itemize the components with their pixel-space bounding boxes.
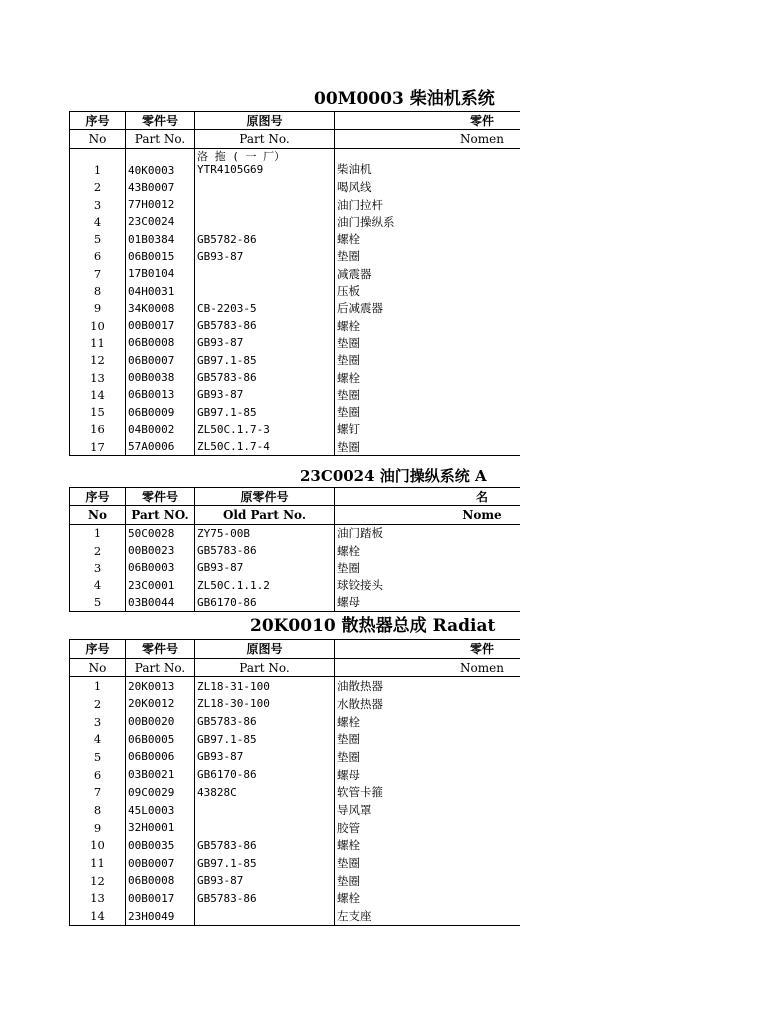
- header-name-en: Nome: [335, 506, 521, 524]
- header-orig-en: Part No.: [195, 658, 335, 677]
- row-part-no: 43B0007: [126, 179, 195, 196]
- table-row: [70, 438, 521, 456]
- row-seq: 8: [70, 282, 126, 299]
- row-name: 柴油机: [335, 148, 521, 179]
- table-row: [70, 334, 521, 351]
- section-title: 00M0003 柴油机系统: [314, 89, 495, 109]
- row-part-no: 06B0007: [126, 352, 195, 369]
- row-orig-part-no: [195, 196, 335, 213]
- row-name: 垫圈: [335, 352, 521, 369]
- row-part-no: 06B0015: [126, 248, 195, 265]
- row-orig-part-no: [195, 801, 335, 819]
- row-part-no: 06B0013: [126, 386, 195, 403]
- row-part-no: 06B0005: [126, 730, 195, 748]
- parts-table: [69, 487, 520, 612]
- row-name: 压板: [335, 282, 521, 299]
- row-seq: 7: [70, 265, 126, 282]
- row-orig-part-no: [195, 282, 335, 299]
- row-orig-part-no: GB6170-86: [195, 766, 335, 784]
- row-seq: 15: [70, 403, 126, 420]
- row-part-no: 06B0008: [126, 334, 195, 351]
- row-name: 垫圈: [335, 438, 521, 456]
- table-row: [70, 766, 521, 784]
- row-part-no: 09C0029: [126, 784, 195, 802]
- row-name: 螺栓: [335, 890, 521, 908]
- row-name: 油门踏板: [335, 524, 521, 542]
- row-part-no: 06B0006: [126, 748, 195, 766]
- table-row: [70, 369, 521, 386]
- table-row: [70, 819, 521, 837]
- table-row: [70, 317, 521, 334]
- row-part-no: 23C0024: [126, 213, 195, 230]
- row-orig-part-no: [195, 179, 335, 196]
- row-orig-part-no: [195, 265, 335, 282]
- table-row: [70, 837, 521, 855]
- header-orig: 原图号: [195, 640, 335, 659]
- row-orig-part-no: GB5783-86: [195, 837, 335, 855]
- row-name: 螺母: [335, 594, 521, 612]
- row-name: 胶管: [335, 819, 521, 837]
- row-part-no: 23C0001: [126, 576, 195, 593]
- row-name: 导风罩: [335, 801, 521, 819]
- row-part-no: 50C0028: [126, 524, 195, 542]
- header-seq: 序号: [70, 112, 126, 130]
- row-part-no: 40K0003: [126, 148, 195, 179]
- row-orig-part-no: GB93-87: [195, 248, 335, 265]
- row-part-no: 23H0049: [126, 907, 195, 925]
- row-orig-part-no: GB97.1-85: [195, 854, 335, 872]
- table-row: [70, 148, 521, 179]
- header-orig: 原零件号: [195, 488, 335, 506]
- parts-table: [69, 639, 520, 926]
- header-part-en: Part No.: [126, 658, 195, 677]
- row-seq: 11: [70, 854, 126, 872]
- table-row: [70, 248, 521, 265]
- row-orig-part-no: GB93-87: [195, 386, 335, 403]
- table-row: [70, 748, 521, 766]
- row-name: 螺母: [335, 766, 521, 784]
- row-seq: 8: [70, 801, 126, 819]
- row-name: 垫圈: [335, 334, 521, 351]
- row-name: 螺栓: [335, 317, 521, 334]
- header-name-en: Nomen: [335, 130, 521, 148]
- header-name: 名: [335, 488, 521, 506]
- row-part-no: 00B0020: [126, 713, 195, 731]
- table-row: [70, 196, 521, 213]
- table-row: [70, 230, 521, 247]
- table-row: [70, 300, 521, 317]
- table-row: [70, 677, 521, 695]
- row-orig-part-no: [195, 213, 335, 230]
- row-name: 球铰接头: [335, 576, 521, 593]
- row-orig-part-no: ZL50C.1.7-3: [195, 421, 335, 438]
- row-name: 垫圈: [335, 854, 521, 872]
- header-name: 零件: [335, 112, 521, 130]
- section-title: 20K0010 散热器总成 Radiat: [250, 616, 496, 636]
- header-name: 零件: [335, 640, 521, 659]
- row-part-no: 03B0044: [126, 594, 195, 612]
- table-row: [70, 801, 521, 819]
- row-seq: 5: [70, 230, 126, 247]
- row-seq: 2: [70, 542, 126, 559]
- row-orig-part-no: GB97.1-85: [195, 730, 335, 748]
- row-seq: 2: [70, 179, 126, 196]
- table-row: [70, 695, 521, 713]
- row-part-no: 04H0031: [126, 282, 195, 299]
- row-orig-part-no: GB93-87: [195, 872, 335, 890]
- row-name: 后减震器: [335, 300, 521, 317]
- table-row: [70, 576, 521, 593]
- row-seq: 12: [70, 872, 126, 890]
- row-part-no: 06B0009: [126, 403, 195, 420]
- row-part-no: 03B0021: [126, 766, 195, 784]
- row-seq: 13: [70, 369, 126, 386]
- row-part-no: 57A0006: [126, 438, 195, 456]
- row-name: 左支座: [335, 907, 521, 925]
- row-seq: 14: [70, 386, 126, 403]
- row-part-no: 17B0104: [126, 265, 195, 282]
- header-part-en: Part NO.: [126, 506, 195, 524]
- row-name: 油散热器: [335, 677, 521, 695]
- row-seq: 4: [70, 576, 126, 593]
- row-seq: 1: [70, 524, 126, 542]
- header-orig: 原图号: [195, 112, 335, 130]
- row-name: 油门拉杆: [335, 196, 521, 213]
- row-orig-part-no: ZL50C.1.7-4: [195, 438, 335, 456]
- row-part-no: 00B0023: [126, 542, 195, 559]
- table-row: [70, 403, 521, 420]
- header-part: 零件号: [126, 488, 195, 506]
- row-part-no: 77H0012: [126, 196, 195, 213]
- table-row: [70, 213, 521, 230]
- row-part-no: 04B0002: [126, 421, 195, 438]
- row-orig-part-no: GB93-87: [195, 748, 335, 766]
- row-name: 垫圈: [335, 248, 521, 265]
- row-part-no: 06B0003: [126, 559, 195, 576]
- row-part-no: 00B0007: [126, 854, 195, 872]
- row-name: 垫圈: [335, 559, 521, 576]
- row-orig-part-no: GB5783-86: [195, 713, 335, 731]
- row-orig-part-no: CB-2203-5: [195, 300, 335, 317]
- table-row: [70, 872, 521, 890]
- row-orig-part-no: GB5783-86: [195, 542, 335, 559]
- row-name: 垫圈: [335, 872, 521, 890]
- row-seq: 4: [70, 730, 126, 748]
- row-seq: 3: [70, 713, 126, 731]
- row-orig-part-no: GB5783-86: [195, 369, 335, 386]
- row-orig-part-no: ZY75-00B: [195, 524, 335, 542]
- row-seq: 13: [70, 890, 126, 908]
- row-seq: 5: [70, 594, 126, 612]
- table-row: [70, 421, 521, 438]
- header-seq-en: No: [70, 506, 126, 524]
- row-part-no: 00B0017: [126, 890, 195, 908]
- row-seq: 2: [70, 695, 126, 713]
- header-seq: 序号: [70, 640, 126, 659]
- row-seq: 3: [70, 196, 126, 213]
- row-seq: 9: [70, 819, 126, 837]
- row-seq: 1: [70, 148, 126, 179]
- row-seq: 10: [70, 317, 126, 334]
- header-name-en: Nomen: [335, 658, 521, 677]
- row-name: 垫圈: [335, 386, 521, 403]
- row-seq: 6: [70, 248, 126, 265]
- row-orig-part-no: ZL50C.1.1.2: [195, 576, 335, 593]
- row-seq: 7: [70, 784, 126, 802]
- header-seq: 序号: [70, 488, 126, 506]
- row-orig-part-no: [195, 819, 335, 837]
- row-seq: 12: [70, 352, 126, 369]
- row-seq: 17: [70, 438, 126, 456]
- table-row: [70, 542, 521, 559]
- row-name: 油门操纵系: [335, 213, 521, 230]
- row-orig-part-no: GB5783-86: [195, 317, 335, 334]
- row-name: 软管卡箍: [335, 784, 521, 802]
- row-seq: 14: [70, 907, 126, 925]
- row-part-no: 00B0038: [126, 369, 195, 386]
- table-row: [70, 730, 521, 748]
- row-seq: 4: [70, 213, 126, 230]
- row-seq: 10: [70, 837, 126, 855]
- parts-table: [69, 111, 520, 456]
- table-row: [70, 282, 521, 299]
- row-part-no: 32H0001: [126, 819, 195, 837]
- row-orig-part-no: ZL18-31-100: [195, 677, 335, 695]
- table-row: [70, 524, 521, 542]
- header-part-en: Part No.: [126, 130, 195, 148]
- row-part-no: 20K0013: [126, 677, 195, 695]
- table-row: [70, 352, 521, 369]
- row-orig-part-no: GB93-87: [195, 334, 335, 351]
- row-orig-part-no: GB93-87: [195, 559, 335, 576]
- row-orig-part-no: 洛 拖 ( 一 厂）YTR4105G69: [195, 148, 335, 179]
- header-part: 零件号: [126, 112, 195, 130]
- table-row: [70, 907, 521, 925]
- row-part-no: 20K0012: [126, 695, 195, 713]
- row-orig-part-no: GB5782-86: [195, 230, 335, 247]
- table-row: [70, 713, 521, 731]
- table-row: [70, 854, 521, 872]
- header-seq-en: No: [70, 130, 126, 148]
- row-orig-part-no: GB97.1-85: [195, 403, 335, 420]
- row-orig-part-no: [195, 907, 335, 925]
- row-name: 垫圈: [335, 730, 521, 748]
- table-row: [70, 386, 521, 403]
- row-name: 垫圈: [335, 403, 521, 420]
- row-part-no: 06B0008: [126, 872, 195, 890]
- table-row: [70, 594, 521, 612]
- row-seq: 11: [70, 334, 126, 351]
- row-part-no: 34K0008: [126, 300, 195, 317]
- section-title: 23C0024 油门操纵系统 A: [300, 467, 487, 485]
- header-seq-en: No: [70, 658, 126, 677]
- row-seq: 3: [70, 559, 126, 576]
- header-part: 零件号: [126, 640, 195, 659]
- row-name: 螺栓: [335, 542, 521, 559]
- table-row: [70, 179, 521, 196]
- table-row: [70, 784, 521, 802]
- row-seq: 16: [70, 421, 126, 438]
- row-part-no: 01B0384: [126, 230, 195, 247]
- row-name: 螺栓: [335, 837, 521, 855]
- row-name: 水散热器: [335, 695, 521, 713]
- row-name: 螺栓: [335, 230, 521, 247]
- row-orig-part-no: GB6170-86: [195, 594, 335, 612]
- row-name: 减震器: [335, 265, 521, 282]
- row-seq: 1: [70, 677, 126, 695]
- row-orig-part-no: 43828C: [195, 784, 335, 802]
- table-row: [70, 265, 521, 282]
- row-name: 螺钉: [335, 421, 521, 438]
- table-row: [70, 559, 521, 576]
- header-orig-en: Part No.: [195, 130, 335, 148]
- table-row: [70, 890, 521, 908]
- row-name: 垫圈: [335, 748, 521, 766]
- row-seq: 6: [70, 766, 126, 784]
- row-orig-part-no: ZL18-30-100: [195, 695, 335, 713]
- row-part-no: 00B0017: [126, 317, 195, 334]
- row-orig-part-no: GB97.1-85: [195, 352, 335, 369]
- row-name: 喝风线: [335, 179, 521, 196]
- header-orig-en: Old Part No.: [195, 506, 335, 524]
- row-orig-part-no: GB5783-86: [195, 890, 335, 908]
- row-part-no: 45L0003: [126, 801, 195, 819]
- row-seq: 9: [70, 300, 126, 317]
- row-name: 螺栓: [335, 369, 521, 386]
- row-seq: 5: [70, 748, 126, 766]
- row-part-no: 00B0035: [126, 837, 195, 855]
- row-name: 螺栓: [335, 713, 521, 731]
